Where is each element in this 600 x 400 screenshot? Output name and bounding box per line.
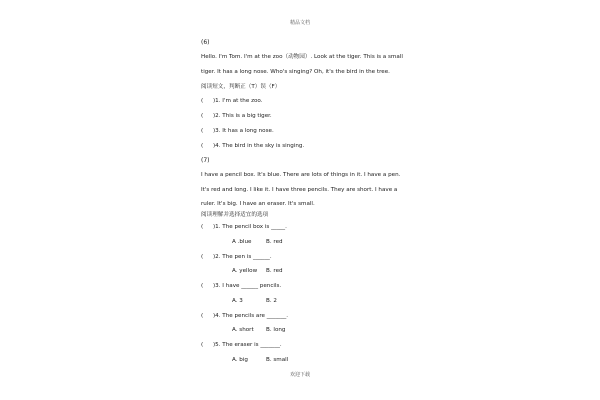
passage-6-line-2: tiger. It has a long nose. Who's singing? Oh, it's the bird in the tree. [201,69,390,75]
tf-item-2: ( )2. This is a big tiger. [201,113,272,119]
option-a: A. big [232,357,248,363]
option-a: A. short [232,327,254,333]
option-b: B. long [266,327,286,333]
mc-options-3 [232,298,277,305]
mc-options-4 [232,327,285,334]
page-footer: 欢迎下载 [289,372,310,378]
option-b: B. red [266,239,283,245]
mc-question-5: ( )5. The eraser is _______. [201,342,282,348]
option-b: B. small [266,357,289,363]
option-b: B. red [266,268,283,274]
tf-item-1: ( )1. I'm at the zoo. [201,98,263,104]
mc-options-5 [232,357,288,364]
option-b: B. 2 [266,298,277,304]
mc-question-4: ( )4. The pencils are _______. [201,313,289,319]
mc-question-1: ( )1. The pencil box is _____. [201,224,287,230]
tf-item-3: ( )3. It has a long nose. [201,128,274,134]
passage-7-line-1: I have a pencil box. It's blue. There are lots of things in it. I have a pen. [201,172,401,178]
mc-options-1 [232,239,283,246]
section-7-number: (7) [201,157,210,164]
option-a: A. 3 [232,298,243,304]
section-6-instruction: 阅读短文，判断正（T）误（F） [201,84,281,90]
passage-6-line-1: Hello. I'm Tom. I'm at the zoo（动物园）. Look at the tiger. This is a small [201,54,403,60]
passage-7-line-2: It's red and long. I like it. I have three pencils. They are short. I have a [201,187,398,193]
page-header: 精品文档 [289,20,310,26]
mc-question-3: ( )3. I have ______ pencils. [201,283,282,289]
mc-options-2 [232,268,283,275]
section-6-number: (6) [201,39,210,46]
option-a: A .blue [232,239,252,245]
mc-question-2: ( )2. The pen is ______. [201,254,272,260]
passage-7-line-3: ruler. It's big. I have an eraser. It's small. [201,201,315,207]
option-a: A. yellow [232,268,258,274]
tf-item-4: ( )4. The bird in the sky is singing. [201,143,305,149]
section-7-instruction: 阅读理解并选择适宜的选项 [201,212,269,218]
